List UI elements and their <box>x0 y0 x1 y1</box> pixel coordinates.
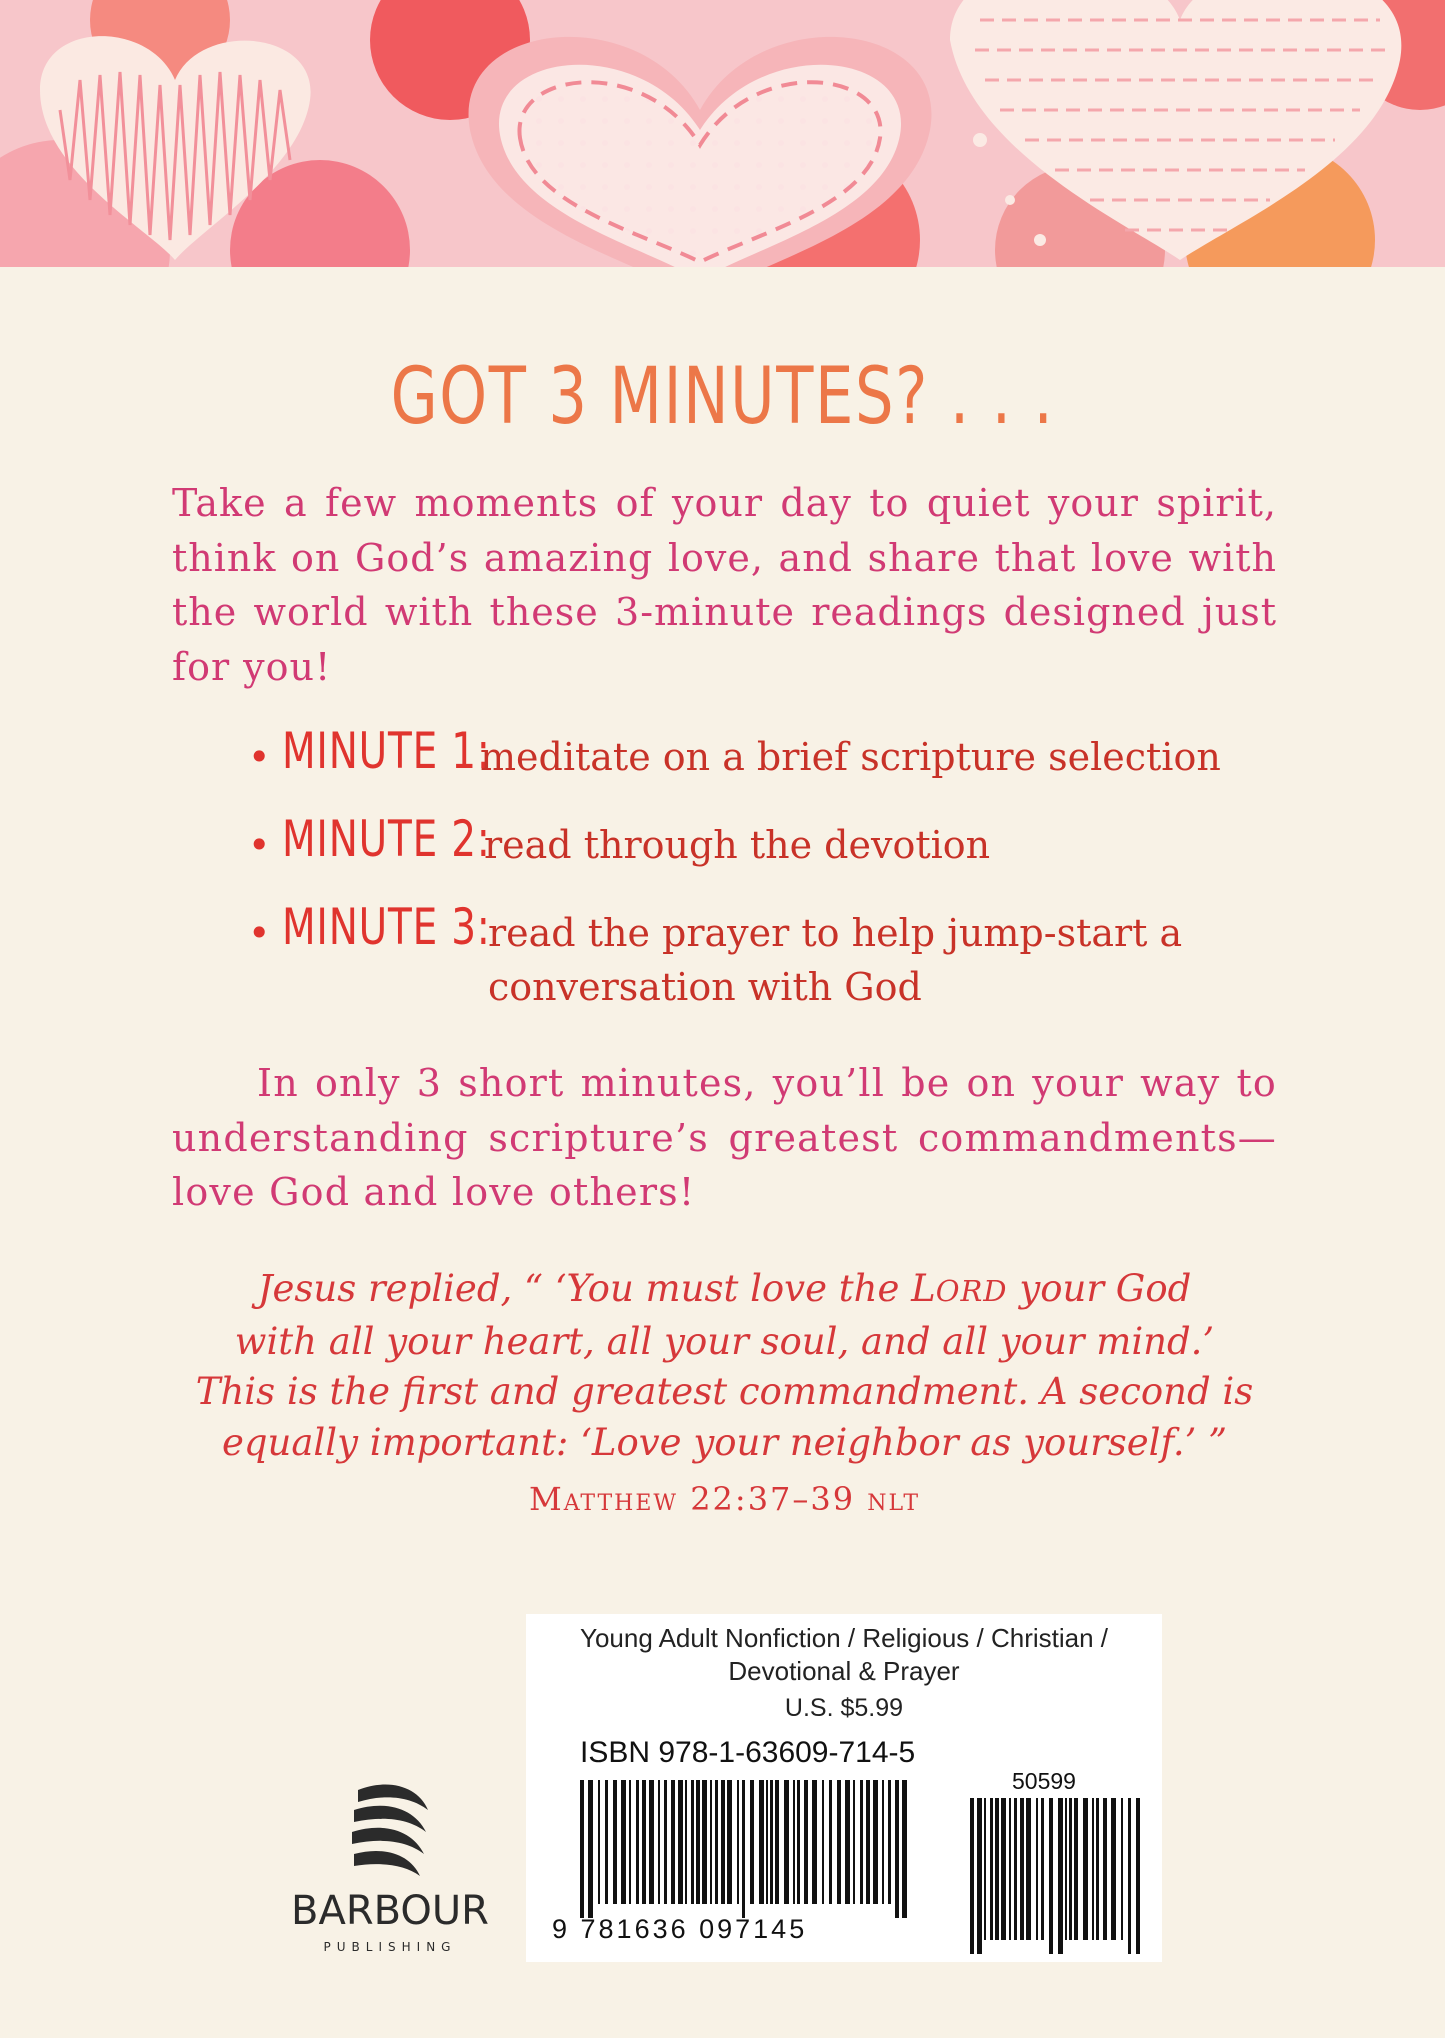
publisher-logo <box>270 1768 510 1968</box>
barcode-bar <box>1049 1798 1053 1954</box>
minute-label: MINUTE 1: <box>282 722 491 780</box>
barcode-bar <box>766 1780 768 1904</box>
barcode-bar <box>837 1780 841 1904</box>
barcode-bar <box>784 1780 789 1904</box>
quote-lord-initial: L <box>911 1267 936 1310</box>
barcode-bar <box>984 1798 986 1940</box>
barcode-bar <box>882 1780 884 1904</box>
barcode-bar <box>696 1780 700 1904</box>
quote-text-rest: your God with all your heart, all your soul, and all your mind.’ This is the first and greatest commandment. A second is equally important: ‘Love your neighbor as yourself.’ ” <box>195 1267 1254 1464</box>
barcode-bar <box>685 1780 687 1904</box>
bullet-icon: • <box>248 823 271 867</box>
barcode-bar <box>1058 1798 1063 1954</box>
hearts-banner <box>0 0 1445 267</box>
barcode-bar <box>671 1780 675 1904</box>
barcode-bar <box>793 1780 795 1904</box>
quote-lord-rest: ORD <box>935 1274 1008 1308</box>
barcode-bar <box>1111 1798 1116 1940</box>
minute-description: read through the devotion <box>484 823 991 867</box>
barcode-bar <box>737 1780 739 1904</box>
publisher-name: BARBOUR <box>291 1888 489 1934</box>
price-code: 50599 <box>1012 1768 1076 1794</box>
barcode-bar <box>613 1780 617 1904</box>
barcode-bar <box>727 1780 732 1904</box>
barcode-bar <box>1009 1798 1011 1940</box>
open-book-icon <box>348 1780 432 1880</box>
barcode-bars <box>526 1614 1162 1962</box>
hearts-pattern <box>0 0 1445 267</box>
barcode-bar <box>853 1780 855 1904</box>
barcode-bar <box>1136 1798 1140 1954</box>
barcode-bar <box>1041 1798 1044 1940</box>
barcode-bar <box>977 1798 982 1954</box>
barcode-bar <box>658 1780 660 1904</box>
book-price: U.S. $5.99 <box>784 1694 904 1722</box>
publisher-subtitle: PUBLISHING <box>323 1940 457 1954</box>
barcode-bar <box>829 1780 832 1904</box>
barcode-bar <box>860 1780 863 1904</box>
barcode-bar <box>742 1780 745 1918</box>
barcode-bar <box>621 1780 626 1904</box>
scripture-quote <box>172 1264 1277 1468</box>
barcode-bar <box>750 1780 754 1904</box>
quote-text: Jesus replied, “ ‘You must love the <box>257 1267 912 1310</box>
barcode-bar <box>605 1780 608 1904</box>
closing-text: In only 3 short minutes, you’ll be on your way to understanding scripture’s greatest commandments—love God and love others! <box>172 1061 1277 1214</box>
bullet-icon: • <box>248 735 271 779</box>
minute-label: MINUTE 2: <box>282 810 491 868</box>
barcode-bar <box>664 1780 667 1904</box>
barcode-label <box>526 1614 1162 1962</box>
scripture-reference: Matthew 22:37–39 nlt <box>528 1480 921 1518</box>
barcode-bar <box>1074 1798 1078 1940</box>
barcode-bar <box>1128 1798 1131 1954</box>
barcode-bar <box>636 1780 639 1904</box>
barcode-bar <box>970 1798 974 1954</box>
barcode-bar <box>1092 1798 1094 1940</box>
barcode-bar <box>1083 1798 1088 1940</box>
book-category: Young Adult Nonfiction / Religious / Christian / Devotional & Prayer <box>579 1623 1108 1686</box>
barcode-bar <box>721 1780 725 1904</box>
barcode-bar <box>812 1780 817 1904</box>
barcode-digits: 9 781636 097145 <box>552 1914 808 1944</box>
barcode-bar <box>715 1780 718 1904</box>
barcode-bar <box>1103 1798 1107 1940</box>
barcode-bar <box>797 1780 800 1904</box>
barcode-bar <box>629 1780 631 1904</box>
barcode-bar <box>1121 1798 1123 1940</box>
barcode-bar <box>1065 1798 1067 1940</box>
barcode-bar <box>642 1780 646 1904</box>
barcode-bar <box>990 1798 993 1940</box>
isbn-text: ISBN 978-1-63609-714-5 <box>580 1736 916 1769</box>
barcode-bar <box>710 1780 712 1904</box>
page-title: GOT 3 MINUTES? . . . <box>390 352 1055 442</box>
barcode-bar <box>995 1798 999 1940</box>
barcode-bar <box>895 1780 899 1918</box>
barcode-bar <box>770 1780 773 1904</box>
barcode-bar <box>678 1780 683 1904</box>
barcode-bar <box>580 1780 584 1918</box>
barcode-bar <box>888 1780 891 1904</box>
barcode-bar <box>804 1780 808 1904</box>
minute-description: meditate on a brief scripture selection <box>480 735 1221 779</box>
barcode-bar <box>866 1780 870 1904</box>
barcode-bar <box>873 1780 878 1904</box>
barcode-bar <box>759 1780 764 1904</box>
barcode-bar <box>588 1780 593 1918</box>
barcode-bar <box>1096 1798 1099 1940</box>
barcode-bar <box>822 1780 824 1904</box>
barcode-bar <box>1036 1798 1038 1940</box>
intro-paragraph: Take a few moments of your day to quiet your spirit, think on God’s amazing love, and share that love with the world with these 3-minute readings designed just for you! <box>172 481 1277 689</box>
barcode-bar <box>775 1780 779 1904</box>
barcode-bar <box>598 1780 600 1904</box>
barcode-bar <box>1001 1798 1006 1940</box>
barcode-bar <box>702 1780 707 1904</box>
barcode-bar <box>1069 1798 1072 1940</box>
barcode-bar <box>902 1780 907 1918</box>
barcode-bar <box>1014 1798 1017 1940</box>
closing-paragraph <box>172 1056 1277 1220</box>
minute-label: MINUTE 3: <box>282 898 491 956</box>
barcode-bar <box>1020 1798 1024 1940</box>
barcode-bar <box>845 1780 850 1904</box>
barcode-bar <box>691 1780 694 1904</box>
minute-description: read the prayer to help jump-start a conversation with God <box>488 911 1183 1009</box>
bullet-icon: • <box>248 911 271 955</box>
barcode-bar <box>649 1780 654 1904</box>
barcode-bar <box>1026 1798 1031 1940</box>
